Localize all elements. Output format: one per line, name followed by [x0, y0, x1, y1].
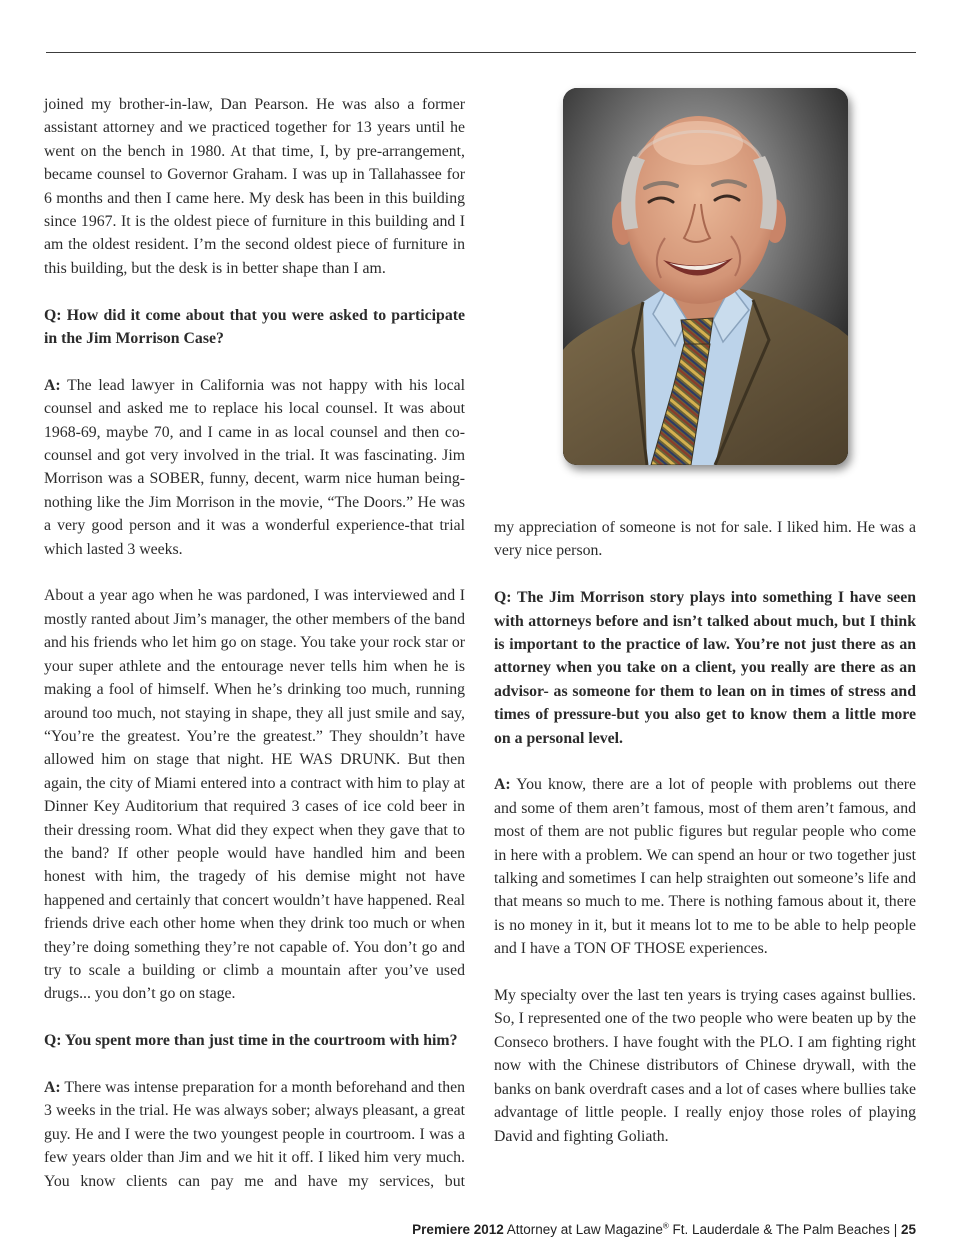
- tie-knot: [681, 318, 713, 346]
- top-rule: [46, 52, 916, 53]
- question-2: Q: You spent more than just time in the courtroom with him?: [44, 1032, 458, 1050]
- bald-crown-highlight: [653, 121, 743, 165]
- answer-3: [494, 773, 916, 960]
- footer-separator: |: [893, 1222, 898, 1237]
- closing-paragraph: My specialty over the last ten years is trying cases against bullies. So, I represented one of the two people who were beaten up by the Conseco brothers. I have fought with the PLO. I am fighting right now with the Chinese distributors of Chinese drywall, with the banks on bank overdraft cases and a lot of cases where bullies take advantage of little people. I really enjoy those roles of playing David and fighting Goliath.: [494, 987, 916, 1145]
- answer-1: [44, 374, 465, 561]
- magazine-name: Attorney at Law Magazine: [506, 1222, 663, 1237]
- issue-label: Premiere 2012: [412, 1222, 504, 1237]
- edition-region: Ft. Lauderdale & The Palm Beaches: [672, 1222, 890, 1237]
- right-column: [494, 516, 916, 1148]
- answer-label: A:: [44, 1078, 61, 1096]
- answer-text: There was intense preparation for a month beforehand and then 3 weeks in the trial. He was always sober; always pleasant, a great guy. He and I were the two youngest people in courtroom. I was a few years older than Jim and we hit it off. I liked him very much. You know clients can pay me and have my services, but: [44, 1078, 465, 1190]
- portrait-illustration: [563, 88, 848, 465]
- question-3: Q: The Jim Morrison story plays into something I have seen with attorneys before and isn’t talked about much, but I think is important to the practice of law. You’re not just there as an attorney when you take on a client, you really are there as an advisor- as someone for them to lean on in times of stress and times of pressure-but you also get to know them a little more on a personal level.: [494, 589, 916, 747]
- answer-text: The lead lawyer in California was not happy with his local counsel and asked me to replace his local counsel. It was about 1968-69, maybe 70, and I came in as local counsel and then co-counsel and got very involved in the trial. It was fascinating. Jim Morrison was a SOBER, funny, decent, warm nice human being-nothing like the Jim Morrison in the movie, “The Doors.” He was a very good person and it was a wonderful experience-that trial which lasted 3 weeks.: [44, 376, 465, 558]
- continuation-paragraph: my appreciation of someone is not for sale. I liked him. He was a very nice person.: [494, 519, 916, 560]
- answer-label: A:: [44, 376, 61, 394]
- portrait-photo: [563, 88, 848, 465]
- intro-paragraph: joined my brother-in-law, Dan Pearson. He was also a former assistant attorney and we practiced together for 13 years until he went on the bench in 1980. At that time, I, by pre-arrangement, became counsel to Governor Graham. I was up in Tallahassee for 6 months and then I came here. My desk has been in this building since 1967. It is the oldest piece of furniture in this building and I am the oldest resident. I’m the second oldest piece of furniture in this building, but the desk is in better shape than I am.: [44, 96, 465, 277]
- registered-mark: ®: [662, 1221, 669, 1231]
- left-column: [44, 93, 465, 1193]
- page-footer: [412, 1221, 916, 1239]
- paragraph-2: About a year ago when he was pardoned, I was interviewed and I mostly ranted about Jim’s manager, the other members of the band and his friends who let him go on stage. You take your rock star or your super athlete and the entourage never tells him when he is making a fool of himself. When he’s drinking too much, running around too much, not staying in shape, they all just smile and say, “You’re the greatest. You’re the greatest.” They shouldn’t have allowed him on stage that night. HE WAS DRUNK. But then again, the city of Miami entered into a contract with him to play at Dinner Key Auditorium that required 3 cases of ice cold beer in their dressing room. What did they expect when they gave that to the band? If other people would have handled him and been honest with him, the tragedy of his demise might not have happened and certainly that concert wouldn’t have happened. Real friends drive each other home when they drink too much or when they’re doing something they’re not capable of. You don’t go and try to scale a building or climb a mountain after you’ve used drugs... you don’t go on stage.: [44, 587, 465, 1003]
- page-number: 25: [900, 1222, 916, 1237]
- answer-label: A:: [494, 776, 511, 794]
- answer-text: You know, there are a lot of people with problems out there and some of them aren’t famous, most of them aren’t famous, and most of them are not public figures but regular people who come in here with a problem. We can spend an hour or two together just talking and sometimes I can help straighten out someone’s life and that means so much to me. There is nothing famous about it, there is no money in it, but it means lot to me to be able to help people and I have a TON OF THOSE experiences.: [494, 776, 917, 958]
- question-1: Q: How did it come about that you were asked to participate in the Jim Morrison Case?: [44, 306, 465, 348]
- answer-2: [44, 1076, 465, 1193]
